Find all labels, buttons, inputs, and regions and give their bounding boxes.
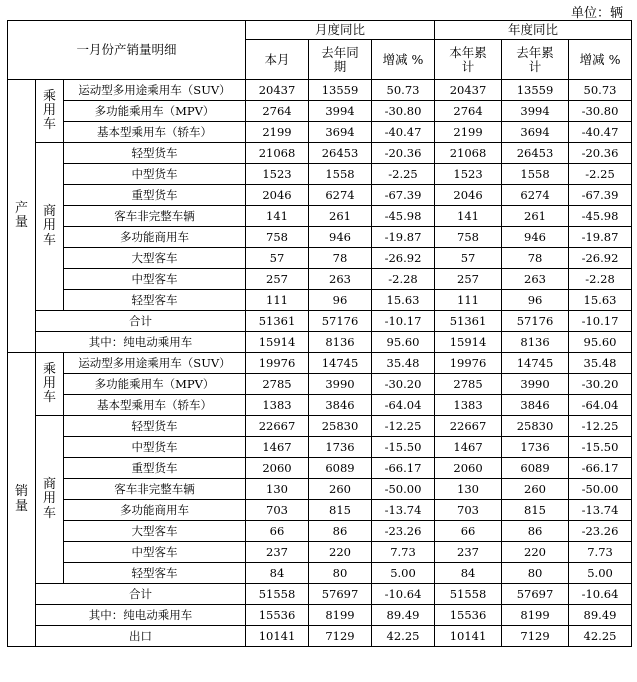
- value-cell: 111: [435, 290, 502, 311]
- value-cell: 57176: [502, 311, 569, 332]
- value-cell: 1523: [435, 164, 502, 185]
- value-cell: 15914: [435, 332, 502, 353]
- table-title: 一月份产销量明细: [8, 21, 246, 80]
- table-row-export: [8, 626, 632, 647]
- value-cell: 263: [309, 269, 372, 290]
- value-cell: -45.98: [372, 206, 435, 227]
- value-cell: 261: [502, 206, 569, 227]
- value-cell: -13.74: [569, 500, 632, 521]
- value-cell: 10141: [435, 626, 502, 647]
- row-label: 客车非完整车辆: [64, 479, 246, 500]
- value-cell: 2199: [435, 122, 502, 143]
- value-cell: 3694: [309, 122, 372, 143]
- value-cell: -50.00: [372, 479, 435, 500]
- value-cell: 15536: [435, 605, 502, 626]
- column-header: 去年同期: [309, 40, 372, 80]
- value-cell: 14745: [502, 353, 569, 374]
- value-cell: 51361: [435, 311, 502, 332]
- value-cell: 20437: [246, 80, 309, 101]
- value-cell: -2.28: [569, 269, 632, 290]
- row-label: 轻型货车: [64, 143, 246, 164]
- row-label: 大型客车: [64, 521, 246, 542]
- column-header: 增减 %: [569, 40, 632, 80]
- value-cell: 15.63: [569, 290, 632, 311]
- value-cell: -67.39: [569, 185, 632, 206]
- value-cell: 130: [435, 479, 502, 500]
- row-label: 多功能乘用车（MPV）: [64, 101, 246, 122]
- row-label: 轻型货车: [64, 416, 246, 437]
- value-cell: 220: [309, 542, 372, 563]
- row-label: 客车非完整车辆: [64, 206, 246, 227]
- value-cell: -23.26: [569, 521, 632, 542]
- commercial-vehicle-label: 商 用 车: [36, 416, 64, 584]
- table-row: [8, 248, 632, 269]
- table-row: [8, 416, 632, 437]
- value-cell: 42.25: [569, 626, 632, 647]
- value-cell: 89.49: [372, 605, 435, 626]
- value-cell: -26.92: [372, 248, 435, 269]
- value-cell: -30.80: [569, 101, 632, 122]
- value-cell: 257: [435, 269, 502, 290]
- value-cell: -19.87: [372, 227, 435, 248]
- value-cell: 50.73: [372, 80, 435, 101]
- passenger-car-label: 乘 用 车: [36, 80, 64, 143]
- table-row: [8, 122, 632, 143]
- value-cell: 2060: [435, 458, 502, 479]
- value-cell: 1523: [246, 164, 309, 185]
- unit-label: 单位：辆: [570, 6, 623, 21]
- column-header: 去年累计: [502, 40, 569, 80]
- value-cell: 237: [246, 542, 309, 563]
- monthly-group-header: 月度同比: [246, 21, 435, 40]
- value-cell: 35.48: [569, 353, 632, 374]
- row-label: 重型货车: [64, 458, 246, 479]
- value-cell: 2785: [246, 374, 309, 395]
- value-cell: 89.49: [569, 605, 632, 626]
- table-row: [8, 164, 632, 185]
- value-cell: 141: [246, 206, 309, 227]
- value-cell: 1736: [502, 437, 569, 458]
- value-cell: 237: [435, 542, 502, 563]
- value-cell: -64.04: [569, 395, 632, 416]
- value-cell: 1467: [246, 437, 309, 458]
- value-cell: -2.25: [569, 164, 632, 185]
- value-cell: 86: [502, 521, 569, 542]
- table-row: [8, 374, 632, 395]
- value-cell: 815: [309, 500, 372, 521]
- table-row: [8, 80, 632, 101]
- value-cell: 1467: [435, 437, 502, 458]
- value-cell: 26453: [309, 143, 372, 164]
- table-row-ev: [8, 605, 632, 626]
- table-row: [8, 185, 632, 206]
- sales-group-label: 销 量: [8, 353, 36, 647]
- value-cell: -67.39: [372, 185, 435, 206]
- value-cell: 758: [435, 227, 502, 248]
- value-cell: 758: [246, 227, 309, 248]
- value-cell: 2764: [435, 101, 502, 122]
- value-cell: 15914: [246, 332, 309, 353]
- row-label: 运动型多用途乘用车（SUV）: [64, 353, 246, 374]
- value-cell: -50.00: [569, 479, 632, 500]
- value-cell: -19.87: [569, 227, 632, 248]
- table-row: [8, 101, 632, 122]
- value-cell: -26.92: [569, 248, 632, 269]
- table-row: [8, 353, 632, 374]
- value-cell: 51361: [246, 311, 309, 332]
- value-cell: -40.47: [372, 122, 435, 143]
- table-row: [8, 458, 632, 479]
- row-label: 中型客车: [64, 269, 246, 290]
- table-row: [8, 500, 632, 521]
- value-cell: 1558: [309, 164, 372, 185]
- value-cell: -10.17: [372, 311, 435, 332]
- value-cell: -2.28: [372, 269, 435, 290]
- value-cell: -13.74: [372, 500, 435, 521]
- value-cell: -30.20: [372, 374, 435, 395]
- value-cell: 3694: [502, 122, 569, 143]
- value-cell: 95.60: [372, 332, 435, 353]
- value-cell: 42.25: [372, 626, 435, 647]
- value-cell: 80: [502, 563, 569, 584]
- value-cell: -10.17: [569, 311, 632, 332]
- value-cell: 95.60: [569, 332, 632, 353]
- value-cell: -66.17: [372, 458, 435, 479]
- value-cell: -30.80: [372, 101, 435, 122]
- value-cell: 84: [435, 563, 502, 584]
- value-cell: -2.25: [372, 164, 435, 185]
- value-cell: 6089: [309, 458, 372, 479]
- column-header: 增减 %: [372, 40, 435, 80]
- value-cell: -15.50: [372, 437, 435, 458]
- value-cell: 57176: [309, 311, 372, 332]
- value-cell: 3990: [502, 374, 569, 395]
- row-label: 轻型客车: [64, 290, 246, 311]
- value-cell: 21068: [246, 143, 309, 164]
- value-cell: 6089: [502, 458, 569, 479]
- value-cell: 66: [246, 521, 309, 542]
- production-sales-table: [7, 20, 632, 647]
- value-cell: 257: [246, 269, 309, 290]
- table-row-ev: [8, 332, 632, 353]
- value-cell: 96: [502, 290, 569, 311]
- value-cell: -40.47: [569, 122, 632, 143]
- value-cell: 7129: [502, 626, 569, 647]
- value-cell: 57: [246, 248, 309, 269]
- row-label: 其中：纯电动乘用车: [36, 332, 246, 353]
- table-row-total: [8, 584, 632, 605]
- row-label: 中型货车: [64, 437, 246, 458]
- table-row: [8, 269, 632, 290]
- row-label: 基本型乘用车（轿车）: [64, 395, 246, 416]
- value-cell: 8199: [502, 605, 569, 626]
- value-cell: -15.50: [569, 437, 632, 458]
- value-cell: 3846: [309, 395, 372, 416]
- row-label: 运动型多用途乘用车（SUV）: [64, 80, 246, 101]
- value-cell: 66: [435, 521, 502, 542]
- value-cell: 1383: [435, 395, 502, 416]
- row-label: 合计: [36, 584, 246, 605]
- value-cell: -12.25: [372, 416, 435, 437]
- value-cell: 22667: [246, 416, 309, 437]
- value-cell: 111: [246, 290, 309, 311]
- value-cell: -10.64: [569, 584, 632, 605]
- value-cell: 2060: [246, 458, 309, 479]
- value-cell: 51558: [246, 584, 309, 605]
- value-cell: 96: [309, 290, 372, 311]
- table-row: [8, 437, 632, 458]
- value-cell: 6274: [502, 185, 569, 206]
- row-label: 中型客车: [64, 542, 246, 563]
- value-cell: 15.63: [372, 290, 435, 311]
- value-cell: 3994: [502, 101, 569, 122]
- table-row: [8, 542, 632, 563]
- table-row: [8, 395, 632, 416]
- value-cell: 5.00: [569, 563, 632, 584]
- value-cell: 6274: [309, 185, 372, 206]
- value-cell: 260: [502, 479, 569, 500]
- value-cell: 84: [246, 563, 309, 584]
- value-cell: -23.26: [372, 521, 435, 542]
- value-cell: 26453: [502, 143, 569, 164]
- commercial-vehicle-label: 商 用 车: [36, 143, 64, 311]
- value-cell: 7.73: [569, 542, 632, 563]
- value-cell: 130: [246, 479, 309, 500]
- value-cell: 703: [435, 500, 502, 521]
- value-cell: -45.98: [569, 206, 632, 227]
- value-cell: 19976: [246, 353, 309, 374]
- value-cell: 35.48: [372, 353, 435, 374]
- value-cell: 57: [435, 248, 502, 269]
- row-label: 合计: [36, 311, 246, 332]
- value-cell: -20.36: [569, 143, 632, 164]
- value-cell: 51558: [435, 584, 502, 605]
- table-row: [8, 143, 632, 164]
- value-cell: 78: [309, 248, 372, 269]
- value-cell: -20.36: [372, 143, 435, 164]
- value-cell: 8199: [309, 605, 372, 626]
- row-label: 轻型客车: [64, 563, 246, 584]
- value-cell: -64.04: [372, 395, 435, 416]
- production-group-label: 产 量: [8, 80, 36, 353]
- value-cell: 22667: [435, 416, 502, 437]
- row-label: 多功能商用车: [64, 227, 246, 248]
- value-cell: 10141: [246, 626, 309, 647]
- value-cell: 25830: [502, 416, 569, 437]
- table-row: [8, 479, 632, 500]
- value-cell: 703: [246, 500, 309, 521]
- value-cell: 2199: [246, 122, 309, 143]
- row-label: 中型货车: [64, 164, 246, 185]
- value-cell: -12.25: [569, 416, 632, 437]
- table-row-total: [8, 311, 632, 332]
- value-cell: 80: [309, 563, 372, 584]
- value-cell: 815: [502, 500, 569, 521]
- yearly-group-header: 年度同比: [435, 21, 632, 40]
- value-cell: 78: [502, 248, 569, 269]
- value-cell: 2785: [435, 374, 502, 395]
- value-cell: 14745: [309, 353, 372, 374]
- table-row: [8, 563, 632, 584]
- table-row: [8, 521, 632, 542]
- value-cell: 261: [309, 206, 372, 227]
- value-cell: 7129: [309, 626, 372, 647]
- value-cell: 20437: [435, 80, 502, 101]
- value-cell: 57697: [309, 584, 372, 605]
- row-label: 多功能商用车: [64, 500, 246, 521]
- row-label: 大型客车: [64, 248, 246, 269]
- value-cell: 57697: [502, 584, 569, 605]
- value-cell: 8136: [502, 332, 569, 353]
- passenger-car-label: 乘 用 车: [36, 353, 64, 416]
- value-cell: 946: [502, 227, 569, 248]
- value-cell: 1383: [246, 395, 309, 416]
- value-cell: 1736: [309, 437, 372, 458]
- column-header: 本年累计: [435, 40, 502, 80]
- value-cell: 141: [435, 206, 502, 227]
- value-cell: -66.17: [569, 458, 632, 479]
- value-cell: 86: [309, 521, 372, 542]
- value-cell: 8136: [309, 332, 372, 353]
- value-cell: -30.20: [569, 374, 632, 395]
- value-cell: 19976: [435, 353, 502, 374]
- row-label: 多功能乘用车（MPV）: [64, 374, 246, 395]
- table-row: [8, 206, 632, 227]
- value-cell: 3846: [502, 395, 569, 416]
- value-cell: 15536: [246, 605, 309, 626]
- value-cell: 2764: [246, 101, 309, 122]
- value-cell: 21068: [435, 143, 502, 164]
- value-cell: 13559: [502, 80, 569, 101]
- row-label: 出口: [36, 626, 246, 647]
- column-header: 本月: [246, 40, 309, 80]
- value-cell: 1558: [502, 164, 569, 185]
- value-cell: 260: [309, 479, 372, 500]
- value-cell: 25830: [309, 416, 372, 437]
- row-label: 基本型乘用车（轿车）: [64, 122, 246, 143]
- row-label: 其中：纯电动乘用车: [36, 605, 246, 626]
- value-cell: 2046: [246, 185, 309, 206]
- value-cell: 220: [502, 542, 569, 563]
- value-cell: 3994: [309, 101, 372, 122]
- table-row: [8, 227, 632, 248]
- value-cell: -10.64: [372, 584, 435, 605]
- value-cell: 3990: [309, 374, 372, 395]
- value-cell: 13559: [309, 80, 372, 101]
- value-cell: 7.73: [372, 542, 435, 563]
- row-label: 重型货车: [64, 185, 246, 206]
- table-row: [8, 290, 632, 311]
- value-cell: 263: [502, 269, 569, 290]
- value-cell: 5.00: [372, 563, 435, 584]
- value-cell: 2046: [435, 185, 502, 206]
- value-cell: 50.73: [569, 80, 632, 101]
- value-cell: 946: [309, 227, 372, 248]
